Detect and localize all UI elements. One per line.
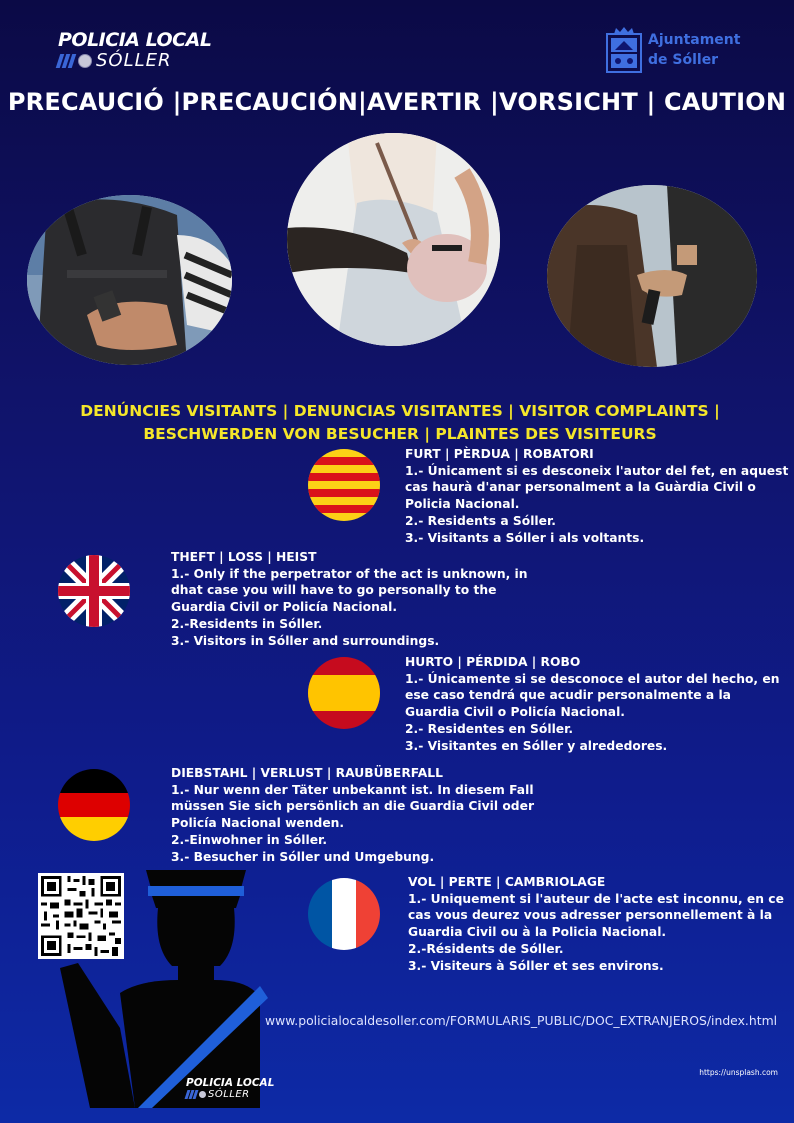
- french-line: Guardia Civil ou à la Policia Nacional.: [408, 925, 667, 940]
- catalan-flag-icon: [308, 449, 380, 521]
- english-line: Guardia Civil or Policía Nacional.: [171, 600, 398, 615]
- english-line: 1.- Only if the perpetrator of the act is unknown, in: [171, 566, 528, 581]
- page-title: PRECAUCIÓ |PRECAUCIÓN|AVERTIR |VORSICHT | CAUTION: [7, 88, 787, 116]
- french-line: 2.-Résidents de Sóller.: [408, 941, 564, 956]
- french-line: 3.- Visiteurs à Sóller et ses environs.: [408, 958, 664, 973]
- subtitle-line1: DENÚNCIES VISITANTS | DENUNCIAS VISITANTES | VISITOR COMPLAINTS |: [80, 402, 720, 420]
- catalan-line: 2.- Residents a Sóller.: [405, 513, 556, 528]
- police-badge-icon: [78, 54, 92, 68]
- spanish-heading: HURTO | PÉRDIDA | ROBO: [405, 655, 581, 669]
- catalan-line: Policia Nacional.: [405, 497, 520, 512]
- german-line: 3.- Besucher in Sóller und Umgebung.: [171, 849, 435, 864]
- french-heading: VOL | PERTE | CAMBRIOLAGE: [408, 875, 606, 889]
- qr-code[interactable]: [38, 873, 124, 959]
- french-section: [408, 874, 784, 974]
- image-credit: https://unsplash.com: [699, 1068, 778, 1077]
- ajuntament-logo: [606, 24, 756, 76]
- wallet-pickpocket-photo: [547, 185, 757, 367]
- catalan-line: 3.- Visitants a Sóller i als voltants.: [405, 530, 645, 545]
- german-section: [171, 765, 534, 865]
- spain-flag-icon: [308, 657, 380, 729]
- officer-logo-line1: POLICIA LOCAL: [186, 1077, 275, 1089]
- ajuntament-line2: de Sóller: [648, 52, 719, 68]
- spanish-line: Guardia Civil o Policía Nacional.: [405, 705, 625, 720]
- qr-code-icon: [38, 873, 124, 959]
- ajuntament-line1: Ajuntament: [648, 32, 741, 48]
- uk-flag-icon: [58, 555, 130, 627]
- catalan-section: [405, 446, 788, 546]
- german-line: müssen Sie sich persönlich an die Guardia Civil oder: [171, 799, 535, 814]
- france-flag-icon: [308, 878, 380, 950]
- spanish-line: 1.- Únicamente si se desconoce el autor del hecho, en: [405, 671, 780, 686]
- german-heading: DIEBSTAHL | VERLUST | RAUBÜBERFALL: [171, 766, 443, 780]
- complaints-subtitle: [30, 400, 770, 446]
- german-line: 1.- Nur wenn der Täter unbekannt ist. In diesem Fall: [171, 782, 534, 797]
- handbag-pickpocket-photo: [287, 133, 500, 346]
- french-line: 1.- Uniquement si l'auteur de l'acte est inconnu, en ce: [408, 891, 784, 906]
- officer-logo-line2: SÓLLER: [208, 1089, 250, 1100]
- catalan-line: 1.- Únicament si es desconeix l'autor del fet, en aquest: [405, 463, 789, 478]
- policia-local-logo-line1: POLICIA LOCAL: [58, 29, 212, 51]
- ajuntament-shield-icon: [606, 26, 642, 74]
- germany-flag-icon: [58, 769, 130, 841]
- catalan-heading: FURT | PÈRDUA | ROBATORI: [405, 447, 594, 461]
- german-line: 2.-Einwohner in Sóller.: [171, 832, 328, 847]
- english-line: dhat case you will have to go personally to the: [171, 583, 497, 598]
- spanish-line: 2.- Residentes en Sóller.: [405, 721, 574, 736]
- policia-local-logo-line2: SÓLLER: [96, 50, 172, 71]
- logo-stripes-icon: [58, 54, 74, 68]
- german-line: Policía Nacional wenden.: [171, 816, 345, 831]
- complaint-form-link[interactable]: www.policialocaldesoller.com/FORMULARIS_PUBLIC/DOC_EXTRANJEROS/index.html: [265, 1013, 778, 1028]
- catalan-line: cas haurà d'anar personalment a la Guàrdia Civil o: [405, 480, 756, 495]
- french-line: cas vous deurez vous adresser personnellement à la: [408, 908, 773, 923]
- spanish-line: 3.- Visitantes en Sóller y alrededores.: [405, 738, 668, 753]
- spanish-section: [405, 654, 779, 754]
- officer-policia-local-logo: [186, 1077, 275, 1105]
- english-line: 2.-Residents in Sóller.: [171, 616, 323, 631]
- english-heading: THEFT | LOSS | HEIST: [171, 550, 317, 564]
- english-section: [171, 549, 528, 649]
- policia-local-logo: [58, 29, 212, 76]
- english-line: 3.- Visitors in Sóller and surroundings.: [171, 633, 440, 648]
- backpack-pickpocket-photo: [27, 195, 232, 365]
- spanish-line: ese caso tendrá que acudir personalmente a la: [405, 688, 731, 703]
- police-badge-icon: [199, 1091, 206, 1098]
- subtitle-line2: BESCHWERDEN VON BESUCHER | PLAINTES DES VISITEURS: [143, 425, 657, 443]
- logo-stripes-icon: [186, 1090, 197, 1099]
